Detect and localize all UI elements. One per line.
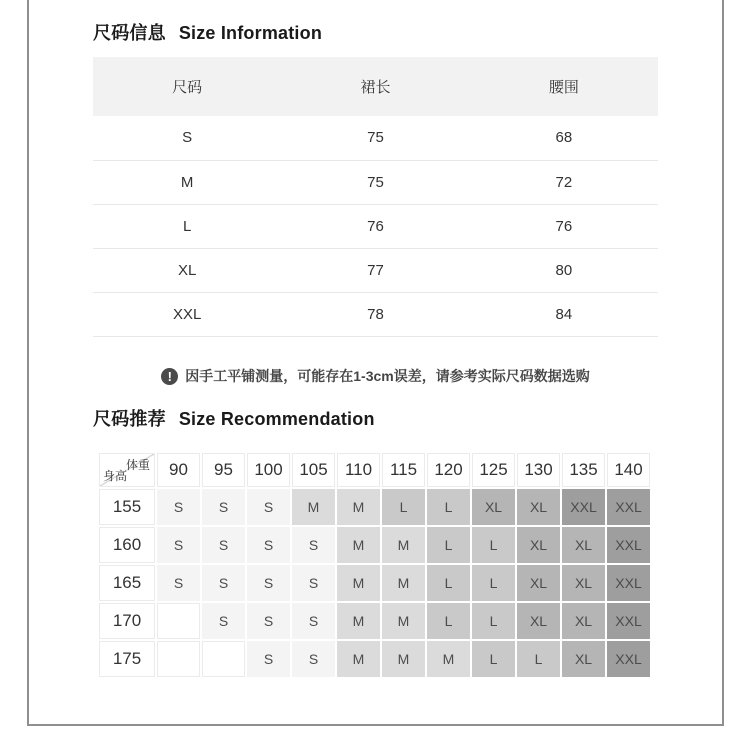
size-cell: M (337, 641, 380, 677)
size-cell: XL (517, 527, 560, 563)
size-cell: XL (517, 565, 560, 601)
size-cell: S (157, 527, 200, 563)
size-cell: M (337, 527, 380, 563)
weight-header-row (99, 453, 650, 487)
size-cell: M (382, 641, 425, 677)
size-cell: S (202, 527, 245, 563)
weight-header-cell: 100 (247, 453, 290, 487)
size-info-title-zh: 尺码信息 (93, 23, 166, 43)
size-info-title (93, 19, 322, 45)
measurement-note (93, 366, 658, 386)
size-info-row (93, 248, 658, 292)
size-info-title-en: Size Information (178, 23, 323, 43)
size-info-cell: 72 (470, 160, 658, 204)
size-cell: S (247, 565, 290, 601)
size-cell: S (247, 489, 290, 525)
size-cell: XL (517, 603, 560, 639)
size-info-cell: 76 (281, 204, 469, 248)
height-header-cell: 165 (99, 565, 155, 601)
size-info-cell: 78 (281, 292, 469, 336)
size-cell: XL (472, 489, 515, 525)
size-cell: S (247, 527, 290, 563)
size-info-cell: 80 (470, 248, 658, 292)
size-info-cell: 68 (470, 116, 658, 160)
size-info-header-cell: 腰围 (470, 57, 658, 116)
alert-circle-icon: ! (161, 368, 178, 385)
weight-header-cell: 130 (517, 453, 560, 487)
size-info-cell: 77 (281, 248, 469, 292)
weight-header-cell: 140 (607, 453, 650, 487)
size-recommendation-title-zh: 尺码推荐 (93, 409, 166, 429)
size-info-cell: L (93, 204, 281, 248)
size-info-cell: 84 (470, 292, 658, 336)
measurement-note-text: 因手工平铺测量，可能存在1-3cm误差，请参考实际尺码数据选购 (185, 368, 590, 384)
size-cell: S (157, 489, 200, 525)
weight-header-cell: 125 (472, 453, 515, 487)
size-info-header-cell: 尺码 (93, 57, 281, 116)
size-cell: XL (562, 565, 605, 601)
weight-header-cell: 105 (292, 453, 335, 487)
size-cell: S (202, 603, 245, 639)
weight-height-corner-cell (99, 453, 155, 487)
recommendation-row (99, 603, 650, 639)
size-cell: S (202, 565, 245, 601)
size-cell: L (427, 565, 470, 601)
size-info-cell: S (93, 116, 281, 160)
size-recommendation-title-en: Size Recommendation (178, 409, 375, 429)
size-info-cell: XXL (93, 292, 281, 336)
empty-cell (157, 641, 200, 677)
recommendation-row (99, 565, 650, 601)
size-info-header-cell: 裙长 (281, 57, 469, 116)
size-cell: M (337, 603, 380, 639)
size-info-cell: M (93, 160, 281, 204)
size-info-row (93, 292, 658, 336)
size-info-cell: XL (93, 248, 281, 292)
size-cell: M (427, 641, 470, 677)
size-cell: S (247, 641, 290, 677)
size-cell: M (382, 527, 425, 563)
size-cell: L (472, 527, 515, 563)
size-cell: S (292, 603, 335, 639)
size-cell: M (337, 489, 380, 525)
size-cell: XL (562, 527, 605, 563)
size-cell: S (292, 641, 335, 677)
size-cell: XXL (607, 603, 650, 639)
size-info-cell: 75 (281, 116, 469, 160)
size-cell: L (427, 527, 470, 563)
recommendation-row (99, 527, 650, 563)
weight-header-cell: 115 (382, 453, 425, 487)
size-cell: M (382, 565, 425, 601)
size-cell: L (517, 641, 560, 677)
size-cell: S (157, 565, 200, 601)
size-info-row (93, 116, 658, 160)
size-cell: L (427, 603, 470, 639)
size-info-row (93, 204, 658, 248)
height-header-cell: 160 (99, 527, 155, 563)
size-cell: XL (517, 489, 560, 525)
height-label: 身高 (103, 469, 128, 483)
weight-header-cell: 90 (157, 453, 200, 487)
size-cell: S (292, 527, 335, 563)
size-cell: S (292, 565, 335, 601)
size-cell: S (202, 489, 245, 525)
size-info-cell: 75 (281, 160, 469, 204)
size-cell: L (382, 489, 425, 525)
height-header-cell: 155 (99, 489, 155, 525)
size-cell: M (382, 603, 425, 639)
weight-label: 体重 (125, 458, 150, 472)
size-cell: L (472, 603, 515, 639)
size-cell: XL (562, 603, 605, 639)
size-cell: XL (562, 641, 605, 677)
recommendation-row (99, 489, 650, 525)
size-cell: M (337, 565, 380, 601)
size-cell: L (472, 565, 515, 601)
height-header-cell: 170 (99, 603, 155, 639)
size-info-table (93, 57, 658, 337)
size-cell: M (292, 489, 335, 525)
weight-header-cell: 120 (427, 453, 470, 487)
size-cell: XXL (607, 565, 650, 601)
size-cell: XXL (562, 489, 605, 525)
size-cell: XXL (607, 641, 650, 677)
height-header-cell: 175 (99, 641, 155, 677)
size-recommendation-title (93, 405, 375, 431)
empty-cell (202, 641, 245, 677)
size-cell: L (427, 489, 470, 525)
size-recommendation-table (97, 451, 652, 679)
empty-cell (157, 603, 200, 639)
size-info-row (93, 160, 658, 204)
size-cell: L (472, 641, 515, 677)
size-info-cell: 76 (470, 204, 658, 248)
weight-header-cell: 135 (562, 453, 605, 487)
size-cell: XXL (607, 489, 650, 525)
size-cell: XXL (607, 527, 650, 563)
recommendation-row (99, 641, 650, 677)
size-info-header-row (93, 57, 658, 116)
weight-header-cell: 95 (202, 453, 245, 487)
size-cell: S (247, 603, 290, 639)
weight-header-cell: 110 (337, 453, 380, 487)
